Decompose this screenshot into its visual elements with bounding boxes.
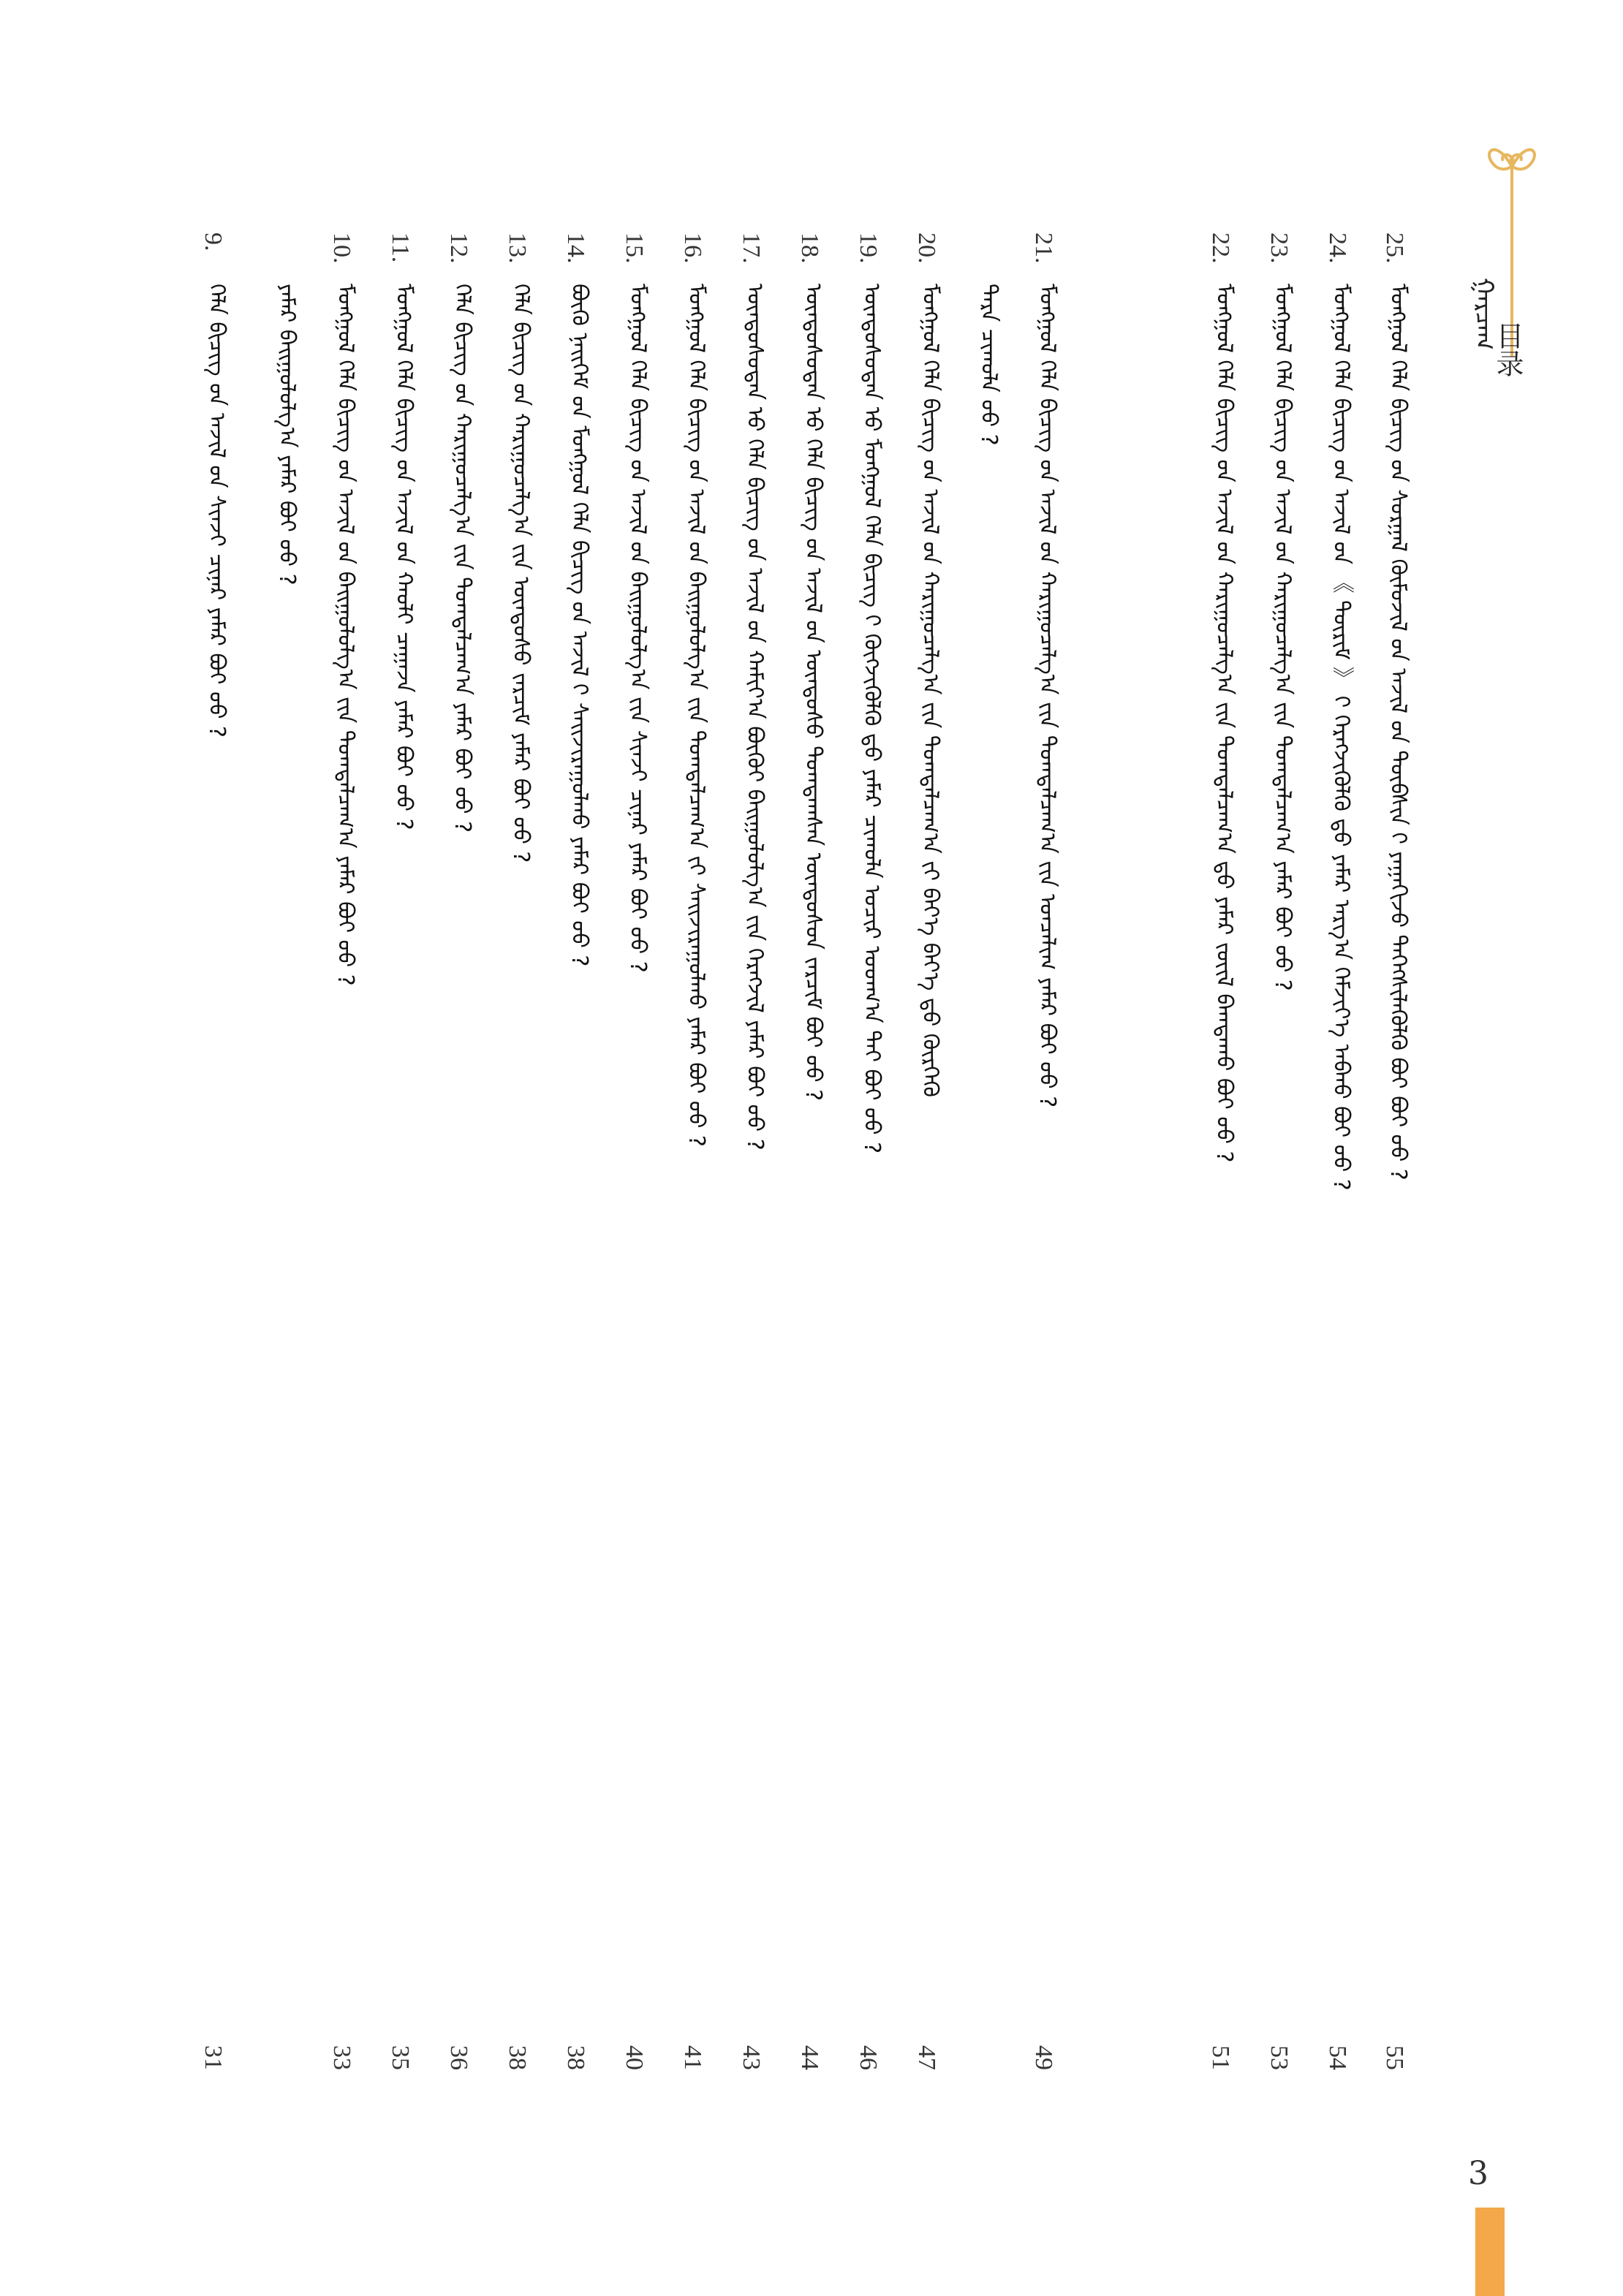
entry-title-continued: ᠶᠠᠮᠠᠷ ᠪᠠᠢᠭᠤᠯᠤᠯᠭ᠎ᠠ ᠶᠠᠮᠠᠷ ᠪᠤᠢ ᠦᠦ ?	[274, 284, 300, 586]
entry-page: 33	[328, 2045, 355, 2070]
entry-title: ᠮᠣᠩᠭᠣᠯ ᠬᠡᠯᠡ ᠪᠢᠴᠢᠭ ᠤ᠋ᠨ ᠠᠵᠢᠯ ᠤ᠋ᠨ ᠪᠠᠢᠭᠤᠯᠤᠯᠭ᠎ᠠ ᠶ᠋ᠢᠨ ᠲᠣᠭᠲᠠᠯᠴᠠᠭ᠎ᠠ ᠶ᠋ᠢ ᠰᠠᠢᠵᠢᠷᠠᠭᠤᠯᠬᠤ ᠶᠠᠮᠠᠷ ᠪᠤᠢ ᠦᠦ ?	[684, 284, 709, 1147]
toc-entry[interactable]	[1323, 232, 1357, 2089]
entry-title: ᠮᠣᠩᠭᠣᠯ ᠬᠡᠯᠡ ᠪᠢᠴᠢᠭ ᠤ᠋ᠨ ᠠᠵᠢᠯ ᠤ᠋ᠨ ᠬᠠᠷᠢᠭᠤᠴᠠᠯᠭ᠎ᠠ ᠶ᠋ᠢᠨ ᠲᠣᠭᠲᠠᠯᠴᠠᠭ᠎ᠠ ᠶᠠᠮᠠᠷ ᠪᠤᠢ ᠦᠦ ?	[1270, 284, 1295, 991]
entry-number: 15.	[621, 232, 648, 264]
entry-number: 14.	[562, 232, 589, 264]
entry-title: ᠬᠡᠯᠡ ᠪᠢᠴᠢᠭ ᠤ᠋ᠨ ᠬᠠᠷᠢᠭᠤᠴᠠᠯᠭ᠎ᠠ ᠶ᠋ᠢᠨ ᠲᠣᠭᠲᠠᠯᠴᠠᠭ᠎ᠠ ᠶᠠᠮᠠᠷ ᠪᠤᠢ ᠦᠦ ?	[450, 284, 475, 833]
entry-title: ᠬᠡᠯᠡ ᠪᠢᠴᠢᠭ ᠤ᠋ᠨ ᠬᠠᠷᠢᠭᠤᠴᠠᠯᠭ᠎ᠠ ᠶ᠋ᠢᠨ ᠦᠨᠳᠦᠰᠦ ᠵᠠᠷᠴᠢᠮ ᠶᠠᠮᠠᠷ ᠪᠤᠢ ᠦᠦ ?	[508, 284, 534, 863]
toc-entry[interactable]	[1265, 232, 1298, 2089]
entry-page: 51	[1207, 2045, 1234, 2070]
page-edge-tab	[1475, 2208, 1505, 2296]
toc-entry[interactable]	[1029, 232, 1063, 2089]
entry-page: 38	[562, 2045, 589, 2070]
entry-number: 17.	[738, 232, 765, 264]
entry-continuation	[971, 284, 1005, 1965]
entry-number: 11.	[387, 232, 414, 263]
entry-page: 36	[445, 2045, 472, 2070]
toc-entry[interactable]	[737, 232, 771, 2089]
entry-title: ᠮᠣᠩᠭᠣᠯ ᠬᠡᠯᠡ ᠪᠢᠴᠢᠭ ᠤ᠋ᠨ ᠠᠵᠢᠯ ᠤ᠋ᠨ ᠬᠠᠷᠢᠭᠤᠴᠠᠯᠭ᠎ᠠ ᠶ᠋ᠢᠨ ᠲᠣᠭᠲᠠᠯᠴᠠᠭ᠎ᠠ ᠳ᠋ᠤ᠌ ᠶᠠᠮᠠᠷ ᠵᠦᠢᠯ ᠪᠠᠭᠳᠠᠬᠤ ᠪᠤᠢ ᠦᠦ ?	[1211, 284, 1237, 1163]
entry-page: 31	[200, 2045, 227, 2070]
entry-title: ᠮᠣᠩᠭᠣᠯ ᠬᠡᠯᠡ ᠪᠢᠴᠢᠭ ᠤ᠋ᠨ ᠠᠵᠢᠯ ᠤ᠋ᠨ ᠪᠠᠢᠭᠤᠯᠤᠯᠭ᠎ᠠ ᠶ᠋ᠢᠨ ᠲᠣᠭᠲᠠᠯᠴᠠᠭ᠎ᠠ ᠶᠠᠮᠠᠷ ᠪᠤᠢ ᠦᠦ ?	[333, 284, 358, 986]
entry-page: 40	[621, 2045, 648, 2070]
entry-page: 38	[504, 2045, 531, 2070]
entry-page: 41	[679, 2045, 706, 2070]
entry-page: 47	[913, 2045, 940, 2070]
toc-entry[interactable]	[199, 232, 232, 2089]
toc-entry[interactable]	[912, 232, 946, 2089]
entry-number: 25.	[1381, 232, 1408, 264]
toc-entry[interactable]	[620, 232, 654, 2089]
entry-number: 23.	[1266, 232, 1293, 264]
entry-page: 46	[855, 2045, 882, 2070]
entry-title: ᠮᠣᠩᠭᠣᠯ ᠬᠡᠯᠡ ᠪᠢᠴᠢᠭ ᠤ᠋ᠨ ᠠᠵᠢᠯ ᠤ᠋ᠨ ᠬᠠᠤᠯᠢ ᠴᠠᠭᠠᠵᠠ ᠶᠠᠮᠠᠷ ᠪᠤᠢ ᠦᠦ ?	[391, 284, 417, 830]
table-of-contents	[183, 232, 1440, 2089]
entry-number: 21.	[1030, 232, 1057, 264]
entry-title: ᠦᠨᠳᠦᠰᠦᠲᠡᠨ ᠦ᠋ ᠬᠡᠯᠡ ᠪᠢᠴᠢᠭ ᠤ᠋ᠨ ᠠᠵᠢᠯ ᠤ᠋ᠨ ᠬᠠᠮᠢᠶ᠎ᠠ ᠪᠦᠬᠦᠢ ᠪᠠᠢᠭᠤᠯᠤᠯᠭ᠎ᠠ ᠶ᠋ᠢᠨ ᠬᠡᠷᠡᠭᠵᠢᠯ ᠶᠠᠮᠠᠷ ᠪᠤᠢ ᠦᠦ ?	[742, 284, 768, 1151]
entry-title-continued: ᠲᠡᠷᠡ ᠴᠢᠬᠤᠯᠠ ᠦᠦ ?	[976, 284, 1002, 446]
entry-page: 54	[1324, 2045, 1351, 2070]
entry-number: 12.	[445, 232, 472, 264]
toc-entry[interactable]	[795, 232, 829, 2089]
entry-title: ᠮᠣᠩᠭᠣᠯ ᠬᠡᠯᠡ ᠪᠢᠴᠢᠭ ᠤ᠋ᠨ ᠰᠤᠷᠭᠠᠯ ᠬᠦᠮᠦᠵᠢᠯ ᠦ᠋ᠨ ᠠᠵᠢᠯ ᠤ᠋ᠨ ᠲᠦᠪᠰᠢᠨ ᠢ᠋ ᠶᠠᠭᠠᠬᠢᠵᠤ ᠳᠡᠭᠡᠭᠰᠢᠯᠡᠭᠦᠯᠬᠦ ᠪᠤᠢ ᠪᠤᠢ ᠦᠦ ?	[1385, 284, 1411, 1181]
toc-entry[interactable]	[503, 232, 537, 2089]
entry-continuation	[269, 284, 303, 1965]
entry-page: 43	[738, 2045, 765, 2070]
entry-number: 9.	[200, 232, 227, 251]
entry-number: 16.	[679, 232, 706, 264]
toc-entry[interactable]	[386, 232, 420, 2089]
entry-number: 13.	[504, 232, 531, 264]
toc-entry[interactable]	[444, 232, 478, 2089]
entry-title: ᠮᠣᠩᠭᠣᠯ ᠬᠡᠯᠡ ᠪᠢᠴᠢᠭ ᠤ᠋ᠨ ᠠᠵᠢᠯ ᠤ᠋ᠨ ᠪᠠᠢᠭᠤᠯᠤᠯᠭ᠎ᠠ ᠶ᠋ᠢᠨ ᠰᠢᠨᠵᠢ ᠴᠢᠨᠠᠷ ᠶᠠᠮᠠᠷ ᠪᠤᠢ ᠦᠦ ?	[625, 284, 651, 973]
toc-entry[interactable]	[678, 232, 712, 2089]
entry-page: 35	[387, 2045, 414, 2070]
entry-number: 10.	[328, 232, 355, 264]
header-mongolian-label: ᠭᠠᠷᠴᠠᠭ	[1469, 278, 1499, 350]
header-label: 目录	[1491, 322, 1524, 377]
entry-page: 49	[1030, 2045, 1057, 2070]
entry-page: 55	[1381, 2045, 1408, 2070]
entry-title: ᠪᠦᠬᠦ ᠨᠡᠢᠭᠡᠮ ᠦ᠋ᠨ ᠮᠣᠩᠭᠣᠯ ᠬᠡᠯᠡ ᠪᠢᠴᠢᠭ ᠤ᠋ᠨ ᠠᠵᠢᠯ ᠢ᠋ ᠰᠠᠢᠵᠢᠷᠠᠭᠤᠯᠬᠤ ᠶᠠᠮᠠᠷ ᠪᠤᠢ ᠦᠦ ?	[567, 284, 592, 967]
entry-title: ᠮᠣᠩᠭᠣᠯ ᠬᠡᠯᠡ ᠪᠢᠴᠢᠭ ᠤ᠋ᠨ ᠠᠵᠢᠯ ᠤ᠋ᠨ 《 ᠳᠦᠷᠢᠮ 》 ᠢ᠋ ᠬᠡᠷᠡᠭᠵᠢᠭᠦᠯᠬᠦ ᠳ᠋ᠤ᠌ ᠶᠠᠮᠠᠷ ᠠᠷᠭ᠎ᠠ ᠬᠡᠮᠵᠢᠶ᠎ᠡ ᠠᠪᠬᠤ ᠪᠤᠢ ᠦᠦ ?	[1328, 284, 1354, 1191]
entry-number: 20.	[913, 232, 940, 264]
page-number: 3	[1468, 2155, 1488, 2192]
toc-entry[interactable]	[1380, 232, 1414, 2089]
entry-title: ᠦᠨᠳᠦᠰᠦᠲᠡᠨ ᠦ᠋ ᠮᠣᠩᠭᠣᠯ ᠬᠡᠯᠡ ᠪᠢᠴᠢᠭ ᠢ᠋ ᠬᠥᠭᠵᠢᠭᠦᠯᠬᠦ ᠳ᠋ᠤ᠌ ᠶᠠᠮᠠᠷ ᠴᠢᠬᠤᠯᠠ ᠤᠴᠢᠷ ᠤᠳᠬ᠎ᠠ ᠲᠠᠢ ᠪᠤᠢ ᠦᠦ ?	[859, 284, 885, 1154]
entry-number: 18.	[796, 232, 823, 264]
toc-entry[interactable]	[854, 232, 888, 2089]
toc-entry[interactable]	[561, 232, 595, 2089]
entry-number: 24.	[1324, 232, 1351, 264]
entry-page: 44	[796, 2045, 823, 2070]
entry-page: 53	[1266, 2045, 1293, 2070]
entry-title: ᠮᠣᠩᠭᠣᠯ ᠬᠡᠯᠡ ᠪᠢᠴᠢᠭ ᠤ᠋ᠨ ᠠᠵᠢᠯ ᠤ᠋ᠨ ᠬᠠᠷᠢᠭᠤᠴᠠᠯᠭ᠎ᠠ ᠶ᠋ᠢᠨ ᠲᠣᠭᠲᠠᠯᠴᠠᠭ᠎ᠠ ᠶ᠋ᠢ ᠪᠡᠶ᠎ᠡ ᠪᠡᠶ᠎ᠡ ᠳ᠋ᠤ᠌ ᠬᠦᠷᠭᠡᠬᠦ	[918, 284, 943, 1097]
toc-entry[interactable]	[328, 232, 361, 2089]
entry-number: 22.	[1207, 232, 1234, 264]
entry-title: ᠬᠡᠯᠡ ᠪᠢᠴᠢᠭ ᠤ᠋ᠨ ᠠᠵᠢᠯ ᠤ᠋ᠨ ᠰᠢᠨᠵᠢ ᠴᠢᠨᠠᠷ ᠶᠠᠮᠠᠷ ᠪᠤᠢ ᠦᠦ ?	[204, 284, 230, 738]
entry-title: ᠦᠨᠳᠦᠰᠦᠲᠡᠨ ᠦ᠋ ᠬᠡᠯᠡ ᠪᠢᠴᠢᠭ ᠤ᠋ᠨ ᠠᠵᠢᠯ ᠤ᠋ᠨ ᠦᠨᠳᠦᠰᠦ ᠲᠣᠭᠲᠠᠭᠰᠠᠨ ᠦᠨᠳᠦᠰᠦᠨ ᠵᠠᠷᠴᠢᠮ ᠪᠤᠢ ᠦᠦ ?	[801, 284, 826, 1102]
entry-title: ᠮᠣᠩᠭᠣᠯ ᠬᠡᠯᠡ ᠪᠢᠴᠢᠭ ᠤ᠋ᠨ ᠠᠵᠢᠯ ᠤ᠋ᠨ ᠬᠠᠷᠢᠭᠤᠴᠠᠯᠭ᠎ᠠ ᠶ᠋ᠢᠨ ᠲᠣᠭᠲᠠᠯᠴᠠᠭ᠎ᠠ ᠶ᠋ᠢᠨ ᠣᠨᠴᠠᠯᠢᠭ ᠶᠠᠮᠠᠷ ᠪᠤᠢ ᠦᠦ ?	[1034, 284, 1060, 1108]
entry-number: 19.	[855, 232, 882, 264]
toc-entry[interactable]	[1206, 232, 1240, 2089]
